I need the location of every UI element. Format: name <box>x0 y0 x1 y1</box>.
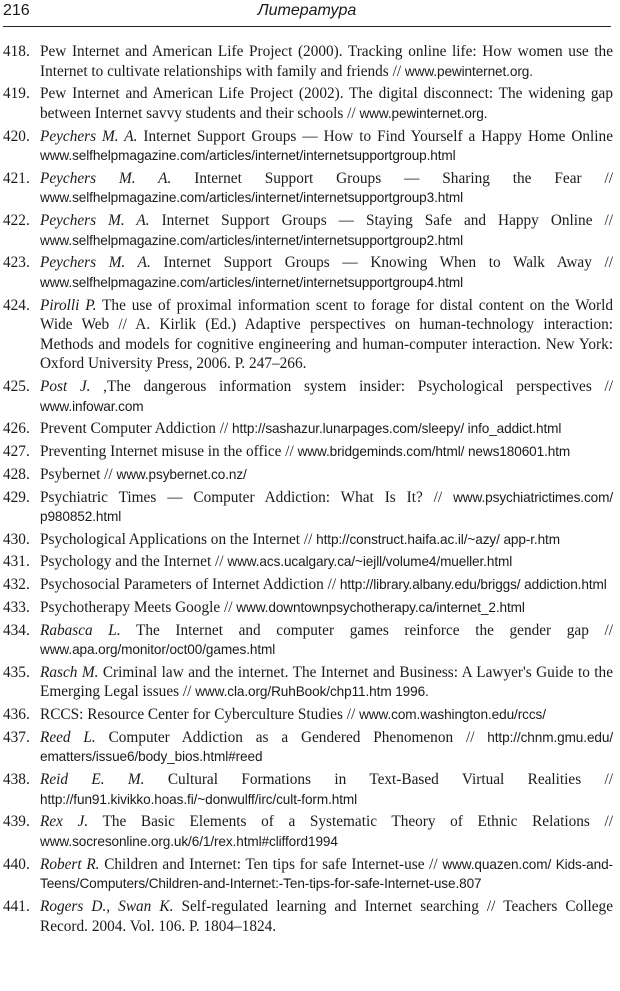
reference-url: www.infowar.com <box>40 398 144 414</box>
reference-url: www.bridgeminds.com/html/ news180601.htm <box>297 444 571 460</box>
reference-body <box>40 42 613 81</box>
reference-url: www.selfhelpmagazine.com/articles/internet/internetsupportgroup2.html <box>40 232 464 248</box>
reference-number: 419. <box>3 85 30 103</box>
reference-body <box>40 488 613 527</box>
reference-body <box>40 897 613 936</box>
reference-entry <box>3 84 613 123</box>
reference-body <box>40 552 613 572</box>
reference-author: Peychers M. A. <box>40 169 172 187</box>
page-header <box>3 0 611 27</box>
reference-body <box>40 127 613 166</box>
reference-author: Post J. <box>40 378 91 396</box>
reference-author: Rabasca L. <box>40 621 121 639</box>
reference-number: 439. <box>3 813 30 831</box>
reference-number: 418. <box>3 43 30 60</box>
reference-url: www.pewinternet.org. <box>404 63 533 79</box>
reference-entry <box>3 728 613 767</box>
reference-entry <box>3 211 613 250</box>
reference-number: 429. <box>3 488 30 506</box>
reference-author: Rex J. <box>40 813 89 831</box>
reference-entry <box>3 621 613 660</box>
reference-text: Psychotherapy Meets Google // <box>40 598 237 616</box>
reference-text: The Basic Elements of a Systematic Theory of Ethnic Relations // <box>88 813 613 831</box>
reference-body <box>40 705 613 725</box>
reference-body <box>40 253 613 292</box>
reference-body <box>40 465 613 485</box>
reference-entry <box>3 442 613 462</box>
reference-url: http://library.albany.edu/briggs/ addiction.html <box>339 577 607 593</box>
reference-number: 420. <box>3 127 30 145</box>
reference-body <box>40 211 613 250</box>
reference-text: Internet Support Groups — Staying Safe and Happy Online // <box>149 212 614 230</box>
reference-number: 431. <box>3 553 30 571</box>
reference-author: Reid E. M. <box>40 771 145 789</box>
reference-text: Pew Internet and American Life Project (2002). The digital disconnect: The widening gap between Internet savvy students and their schools // <box>40 85 613 122</box>
reference-url: http://construct.haifa.ac.il/~azy/ app-r.htm <box>316 531 560 547</box>
reference-number: 441. <box>3 897 30 915</box>
reference-entry <box>3 377 613 416</box>
reference-text: Prevent Computer Addiction // <box>40 420 233 438</box>
reference-text: Children and Internet: Ten tips for safe Internet-use // <box>99 855 443 873</box>
reference-number: 440. <box>3 855 30 873</box>
reference-text: Psychiatric Times — Computer Addiction: What Is It? // <box>40 488 454 506</box>
page-number: 216 <box>3 2 30 19</box>
reference-body <box>40 296 613 374</box>
reference-author: Peychers M. A. <box>40 254 151 272</box>
reference-text: The Internet and computer games reinforce the gender gap // <box>120 621 613 639</box>
reference-body <box>40 855 613 894</box>
reference-number: 434. <box>3 621 30 639</box>
reference-url: www.pewinternet.org. <box>359 105 488 121</box>
reference-body <box>40 169 613 208</box>
reference-url: http://sashazur.lunarpages.com/sleepy/ info_addict.html <box>232 421 562 437</box>
reference-text: Psychology and the Internet // <box>40 553 228 571</box>
reference-url: www.psybernet.co.nz/ <box>116 466 247 482</box>
reference-entry <box>3 705 613 725</box>
reference-body <box>40 621 613 660</box>
reference-text: RCCS: Resource Center for Cyberculture Studies // <box>40 706 360 724</box>
reference-entry <box>3 812 613 851</box>
reference-body <box>40 442 613 462</box>
reference-text: Psybernet // <box>40 465 117 483</box>
reference-entry <box>3 169 613 208</box>
reference-entry <box>3 552 613 572</box>
reference-number: 437. <box>3 728 30 746</box>
reference-author: Reed L. <box>40 728 96 746</box>
reference-text: Internet Support Groups — Knowing When to Walk Away // <box>150 254 613 272</box>
reference-entry <box>3 598 613 618</box>
reference-url: www.quazen.com/ Kids-and-Teens/Computers/Children-and-Internet:-Ten-tips-for-safe-Internet-use.807 <box>40 856 613 892</box>
reference-text: Pew Internet and American Life Project (2000). Tracking online life: How women use the Internet to cultivate relationships with family and friends // <box>40 43 613 80</box>
reference-entry <box>3 663 613 702</box>
reference-text: Computer Addiction as a Gendered Phenomenon // <box>95 728 488 746</box>
reference-number: 425. <box>3 378 30 396</box>
reference-text: Preventing Internet misuse in the office // <box>40 443 298 461</box>
reference-url: www.apa.org/monitor/oct00/games.html <box>40 642 276 658</box>
reference-url: http://chnm.gmu.edu/ ematters/issue6/body_bios.html#reed <box>40 729 613 765</box>
reference-number: 422. <box>3 212 30 230</box>
reference-number: 428. <box>3 465 30 483</box>
reference-number: 424. <box>3 296 30 314</box>
reference-body <box>40 575 613 595</box>
reference-url: www.com.washington.edu/rccs/ <box>359 707 546 723</box>
reference-url: www.cla.org/RuhBook/chp11.htm 1996. <box>195 684 429 700</box>
reference-list <box>3 42 613 939</box>
reference-url: www.selfhelpmagazine.com/articles/internet/internetsupportgroup.html <box>40 148 456 164</box>
reference-entry <box>3 855 613 894</box>
reference-url: http://fun91.kivikko.hoas.fi/~donwulff/irc/cult-form.html <box>40 791 358 807</box>
reference-url: www.downtownpsychotherapy.ca/internet_2.html <box>236 599 525 615</box>
reference-number: 430. <box>3 530 30 548</box>
reference-body <box>40 598 613 618</box>
reference-text: Psychosocial Parameters of Internet Addiction // <box>40 576 340 594</box>
reference-body <box>40 663 613 702</box>
reference-body <box>40 530 613 550</box>
reference-entry <box>3 488 613 527</box>
reference-number: 433. <box>3 598 30 616</box>
reference-text: Internet Support Groups — Sharing the Fear // <box>171 169 613 187</box>
reference-entry <box>3 253 613 292</box>
reference-text: Internet Support Groups — How to Find Yourself a Happy Home Online <box>137 127 613 145</box>
reference-author: Peychers M. A. <box>40 127 138 145</box>
reference-text: The use of proximal information scent to forage for distal content on the World Wide Web // A. Kirlik (Ed.) Adaptive perspectives on human-technology interaction: Methods and models for cognitive engineering and human-computer interaction. New York: Oxford University Press, 2006. P. 247–266. <box>40 296 613 373</box>
reference-url: www.selfhelpmagazine.com/articles/internet/internetsupportgroup3.html <box>40 190 464 206</box>
reference-number: 432. <box>3 576 30 594</box>
reference-body <box>40 770 613 809</box>
reference-body <box>40 84 613 123</box>
reference-entry <box>3 770 613 809</box>
reference-text: ,The dangerous information system insider: Psychological perspectives // <box>90 378 613 396</box>
reference-url: www.socresonline.org.uk/6/1/rex.html#clifford1994 <box>40 833 338 849</box>
reference-entry <box>3 296 613 374</box>
reference-author: Pirolli P. <box>40 296 97 314</box>
reference-entry <box>3 42 613 81</box>
reference-number: 436. <box>3 706 30 724</box>
reference-body <box>40 728 613 767</box>
reference-author: Rasch M. <box>40 663 99 681</box>
reference-entry <box>3 530 613 550</box>
reference-entry <box>3 419 613 439</box>
reference-body <box>40 419 613 439</box>
reference-body <box>40 812 613 851</box>
reference-text: Psychological Applications on the Internet // <box>40 530 317 548</box>
reference-text: Self-regulated learning and Internet searching // Teachers College Record. 2004. Vol. 106. P. 1804–1824. <box>40 897 613 935</box>
reference-number: 435. <box>3 663 30 681</box>
reference-number: 421. <box>3 169 30 187</box>
reference-entry <box>3 575 613 595</box>
reference-number: 438. <box>3 771 30 789</box>
reference-author: Robert R. <box>40 855 100 873</box>
reference-author: Peychers M. A. <box>40 212 150 230</box>
reference-text: Cultural Formations in Text-Based Virtual Realities // <box>144 771 614 789</box>
reference-entry <box>3 465 613 485</box>
reference-entry <box>3 897 613 936</box>
reference-url: www.psychiatrictimes.com/ p980852.html <box>40 489 613 525</box>
reference-number: 426. <box>3 420 30 438</box>
reference-url: www.selfhelpmagazine.com/articles/internet/internetsupportgroup4.html <box>40 275 464 290</box>
reference-url: www.acs.ucalgary.ca/~iejll/volume4/mueller.html <box>227 554 513 570</box>
running-title: Литература <box>257 2 357 19</box>
reference-number: 423. <box>3 254 30 272</box>
reference-number: 427. <box>3 443 30 461</box>
reference-entry <box>3 127 613 166</box>
reference-body <box>40 377 613 416</box>
reference-author: Rogers D., Swan K. <box>40 897 174 915</box>
reference-text: Criminal law and the internet. The Internet and Business: A Lawyer's Guide to the Emerging Legal issues // <box>40 663 613 701</box>
